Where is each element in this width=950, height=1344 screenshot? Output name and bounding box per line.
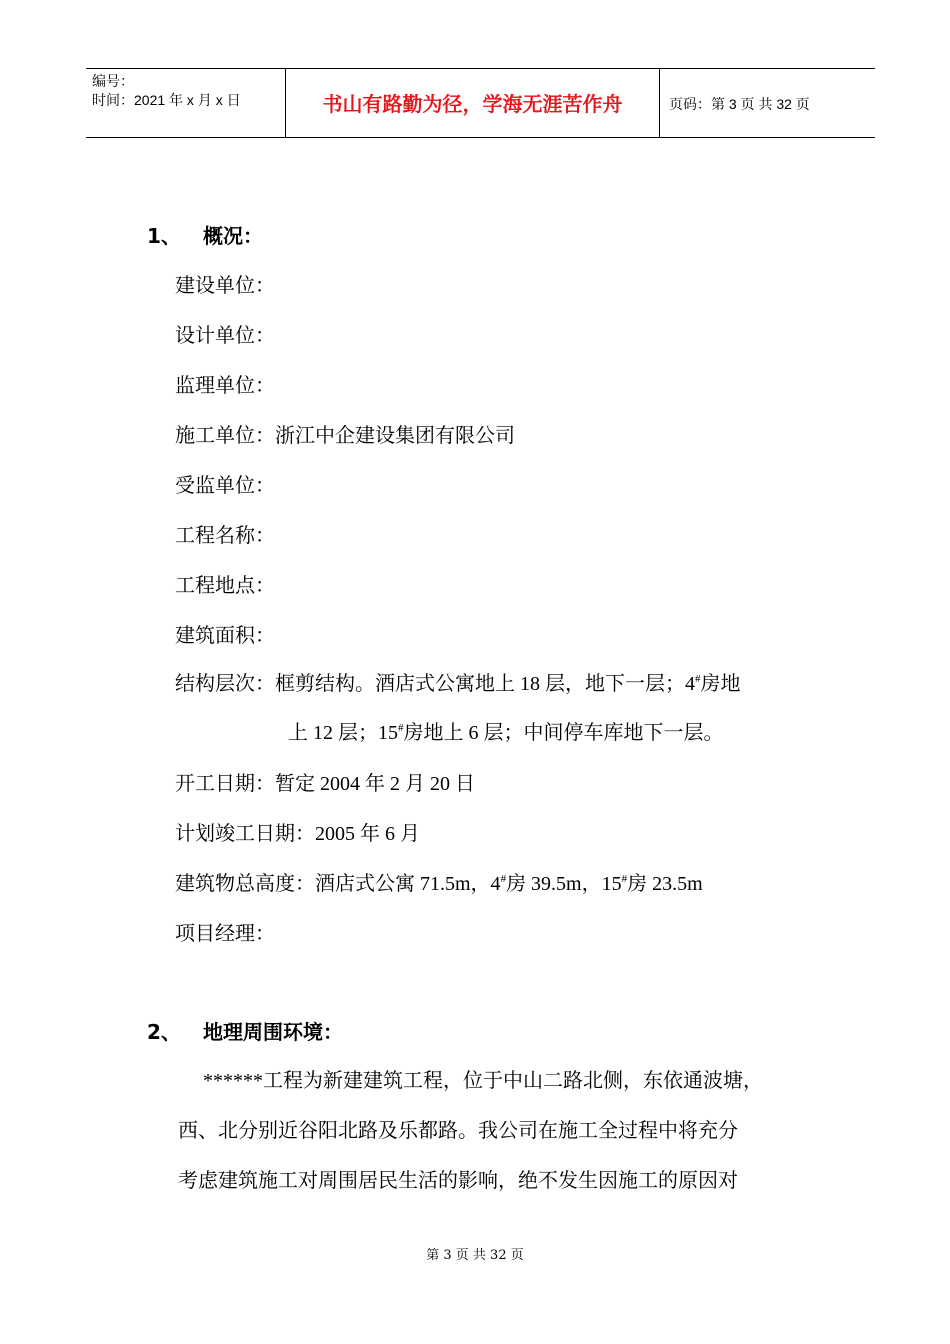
field-row bbox=[175, 622, 275, 648]
structure-line1-end: 房地 bbox=[700, 673, 741, 695]
header-left-cell bbox=[86, 69, 285, 137]
field-label: 工程名称： bbox=[175, 523, 275, 547]
field-value: 浙江中企建设集团有限公司 bbox=[275, 423, 515, 447]
finish-date-row bbox=[175, 820, 420, 847]
structure-sup: # bbox=[695, 673, 701, 685]
field-label: 受监单位： bbox=[175, 473, 275, 497]
structure-row bbox=[175, 670, 741, 700]
field-label: 建筑面积： bbox=[175, 623, 275, 647]
field-label: 设计单位： bbox=[175, 323, 275, 347]
finish-date-label: 计划竣工日期： bbox=[175, 821, 315, 845]
manager-row bbox=[175, 920, 275, 946]
header-date: 时间：2021 年 x 月 x 日 bbox=[92, 92, 241, 108]
field-row bbox=[175, 522, 275, 548]
section2-title: 地理周围环境： bbox=[203, 1020, 343, 1044]
field-label: 施工单位： bbox=[175, 423, 275, 447]
paragraph-line: 西、北分别近谷阳北路及乐都路。我公司在施工全过程中将充分 bbox=[178, 1120, 738, 1142]
header-page-info: 页码：第 3 页 共 32 页 bbox=[669, 96, 810, 112]
field-row bbox=[175, 372, 275, 398]
start-date-value: 暂定 2004 年 2 月 20 日 bbox=[275, 773, 475, 795]
structure-line2: 上 12 层；15 bbox=[288, 722, 398, 744]
field-row bbox=[175, 272, 275, 298]
paragraph-line: 考虑建筑施工对周围居民生活的影响，绝不发生因施工的原因对 bbox=[178, 1170, 738, 1192]
field-label: 监理单位： bbox=[175, 373, 275, 397]
height-part1: 酒店式公寓 71.5m，4 bbox=[315, 873, 501, 895]
start-date-row bbox=[175, 770, 475, 797]
page-footer: 第 3 页 共 32 页 bbox=[426, 1248, 524, 1263]
start-date-label: 开工日期： bbox=[175, 771, 275, 795]
height-sup: # bbox=[621, 873, 628, 885]
structure-row-cont bbox=[288, 720, 724, 749]
field-label: 建设单位： bbox=[175, 273, 275, 297]
header-motto-cell bbox=[285, 69, 660, 137]
structure-line1: 框剪结构。酒店式公寓地上 18 层，地下一层；4 bbox=[275, 673, 695, 695]
height-row bbox=[175, 870, 703, 900]
field-row bbox=[175, 422, 515, 448]
height-sup: # bbox=[500, 873, 507, 885]
field-label: 工程地点： bbox=[175, 573, 275, 597]
field-row bbox=[175, 322, 275, 348]
manager-label: 项目经理： bbox=[175, 921, 275, 945]
section2-number: 2、 bbox=[147, 1020, 181, 1044]
height-part3: 房 23.5m bbox=[627, 873, 703, 895]
section1-title: 概况： bbox=[203, 224, 263, 248]
structure-label: 结构层次： bbox=[175, 671, 275, 695]
structure-sup: # bbox=[398, 722, 404, 734]
header-page-cell bbox=[659, 69, 875, 137]
page-header bbox=[86, 68, 875, 138]
header-number-label: 编号： bbox=[92, 73, 134, 89]
finish-date-value: 2005 年 6 月 bbox=[315, 823, 420, 845]
section1-number: 1、 bbox=[147, 224, 181, 248]
height-part2: 房 39.5m，15 bbox=[506, 873, 622, 895]
structure-line2-end: 房地上 6 层；中间停车库地下一层。 bbox=[403, 722, 724, 744]
paragraph-line: ******工程为新建建筑工程，位于中山二路北侧，东依通波塘， bbox=[203, 1070, 763, 1092]
field-row bbox=[175, 572, 275, 598]
field-row bbox=[175, 472, 275, 498]
height-label: 建筑物总高度： bbox=[175, 871, 315, 895]
header-motto: 书山有路勤为径，学海无涯苦作舟 bbox=[322, 92, 623, 116]
